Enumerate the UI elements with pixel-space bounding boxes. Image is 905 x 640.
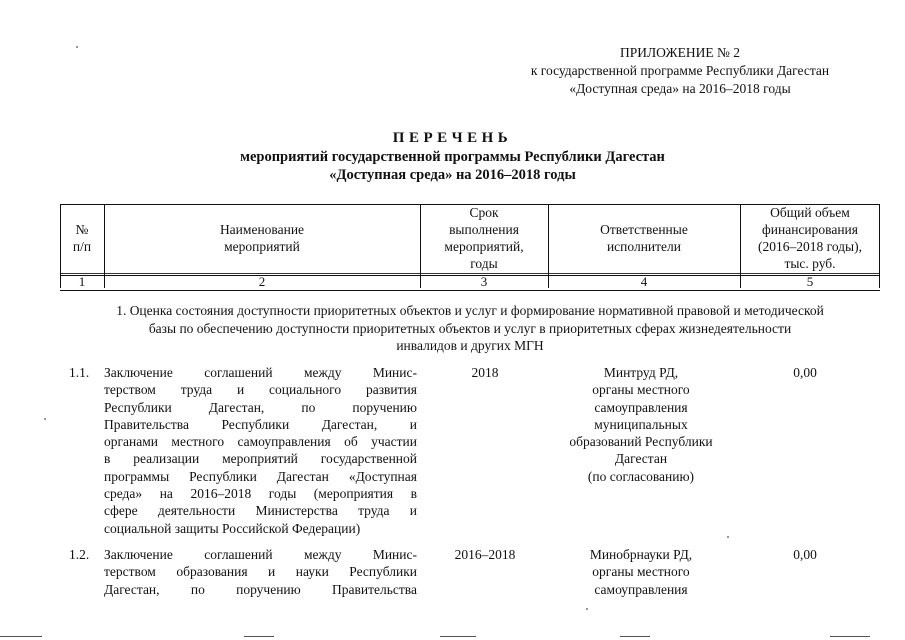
row-number: 1.1.	[69, 365, 90, 380]
responsible-line: Дагестан	[614, 451, 668, 467]
title-program-name: «Доступная среда» на 2016–2018 годы	[329, 167, 576, 183]
scan-dot	[76, 46, 78, 48]
activity-line: в реализации мероприятий государственной	[104, 451, 417, 467]
activity-line: органами местного самоуправления об участии	[104, 434, 417, 450]
title-subtitle: мероприятий государственной программы Республики Дагестан	[240, 149, 665, 165]
activity-line: Заключение соглашений между Минис-	[104, 547, 417, 562]
header-term-line: мероприятий,	[444, 239, 524, 254]
responsible-line: Минтруд РД,	[603, 365, 679, 380]
scan-mark	[244, 636, 274, 637]
row-responsible	[553, 364, 729, 485]
responsible-line: образований Республики	[569, 434, 713, 450]
column-number-1: 1	[78, 274, 86, 289]
column-number-5: 5	[806, 274, 814, 289]
column-number-2: 2	[258, 274, 266, 289]
appendix-program: к государственной программе Республики Дагестан	[530, 63, 830, 78]
header-name-line: мероприятий	[224, 239, 300, 254]
row-responsible	[553, 546, 729, 598]
activity-line: Заключение соглашений между Минис-	[104, 365, 417, 380]
header-term	[420, 204, 548, 272]
table-rule-bottom	[60, 290, 880, 291]
appendix-program-name: «Доступная среда» на 2016–2018 годы	[569, 81, 791, 96]
header-term-line: Срок	[469, 205, 499, 220]
header-num-line: п/п	[72, 239, 92, 254]
scan-mark	[0, 636, 42, 637]
header-name	[104, 204, 420, 272]
row-financing: 0,00	[793, 365, 817, 380]
title-perechen: ПЕРЕЧЕНЬ	[392, 130, 513, 146]
column-number-4: 4	[640, 274, 648, 289]
table-rule-header-bottom	[60, 273, 880, 274]
scan-dot	[586, 608, 588, 610]
header-responsible-line: исполнители	[606, 239, 682, 254]
activity-line: Правительства Республики Дагестан, и	[104, 416, 417, 432]
header-financing-line: (2016–2018 годы),	[758, 239, 862, 254]
activity-line: среда» на 2016–2018 годы (мероприятия в	[104, 486, 417, 502]
responsible-line: Минобрнауки РД,	[589, 547, 693, 562]
header-financing-line: Общий объем	[770, 205, 850, 220]
header-financing-line: финансирования	[762, 222, 858, 237]
scan-mark	[620, 636, 650, 637]
header-financing-line: тыс. руб.	[784, 256, 836, 271]
scan-mark	[440, 636, 476, 637]
row-financing: 0,00	[793, 547, 817, 562]
activity-line: Дагестан, по поручению Правительства	[104, 581, 417, 597]
document-title	[0, 128, 905, 184]
section-heading-line: 1. Оценка состояния доступности приоритетных объектов и услуг и формирование нормативной правовой и методической	[116, 303, 824, 318]
activity-line: сфере деятельности Министерства труда и	[104, 503, 417, 519]
row-year: 2016–2018	[454, 547, 516, 562]
section-heading-line: инвалидов и других МГН	[396, 338, 544, 353]
header-term-line: выполнения	[449, 222, 519, 237]
appendix-heading	[470, 44, 890, 98]
activity-line: Республики Дагестан, по поручению	[104, 399, 417, 415]
row-year: 2018	[471, 365, 499, 380]
header-num-line: №	[75, 222, 89, 237]
header-financing	[740, 204, 880, 272]
activity-line: социальной защиты Российской Федерации)	[104, 520, 361, 536]
row-number: 1.2.	[69, 547, 90, 562]
scan-dot	[727, 536, 729, 538]
header-table	[60, 204, 880, 288]
responsible-line: (по согласованию)	[587, 468, 695, 484]
scan-mark	[830, 636, 870, 637]
activity-line: терством образования и науки Республики	[104, 564, 417, 580]
header-name-line: Наименование	[219, 222, 305, 237]
responsible-line: самоуправления	[594, 399, 688, 415]
section-heading	[60, 302, 880, 355]
activity-line: терством труда и социального развития	[104, 382, 417, 398]
responsible-line: органы местного	[592, 564, 690, 580]
row-activity-text	[104, 364, 417, 537]
row-activity-text	[104, 546, 417, 598]
appendix-title: ПРИЛОЖЕНИЕ № 2	[619, 45, 741, 60]
column-number-3: 3	[480, 274, 488, 289]
activity-line: программы Республики Дагестан «Доступная	[104, 468, 417, 484]
section-heading-line: базы по обеспечению доступности приоритетных объектов и услуг в приоритетных сферах жизнедеятельности	[148, 320, 792, 336]
header-responsible-line: Ответственные	[600, 222, 688, 237]
responsible-line: муниципальных	[594, 416, 688, 432]
header-term-line: годы	[470, 256, 498, 271]
scan-dot	[44, 418, 46, 420]
responsible-line: самоуправления	[594, 581, 688, 597]
header-num	[60, 204, 104, 272]
header-responsible	[548, 204, 740, 272]
responsible-line: органы местного	[592, 382, 690, 398]
